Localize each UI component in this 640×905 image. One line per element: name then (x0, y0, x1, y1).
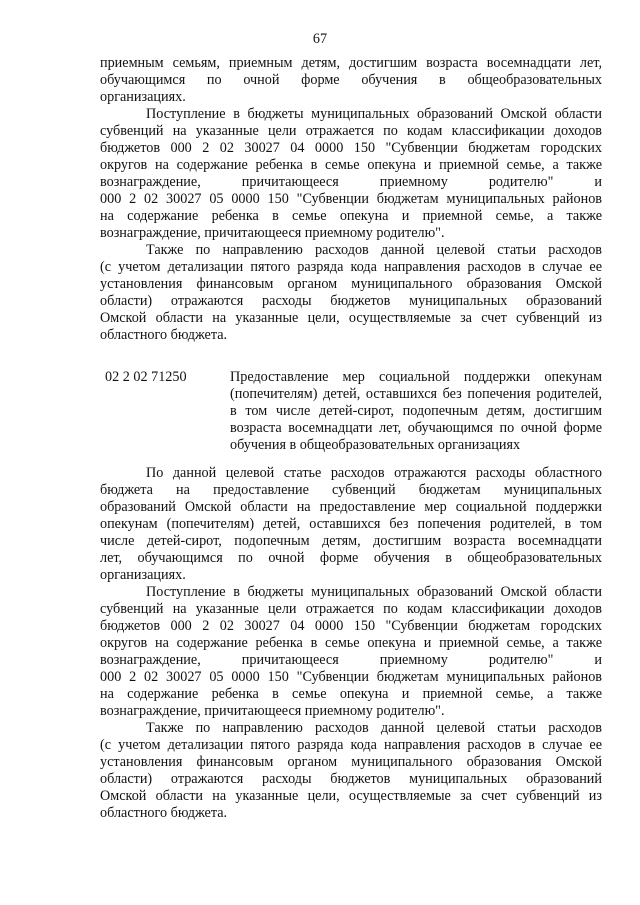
text-line: вознаграждение, причитающееся приемному родителю". (100, 225, 445, 241)
text-line: По данной целевой статье расходов отражаются расходы областного (146, 465, 602, 481)
text-line: приемным семьям, приемным детям, достигшим возраста восемнадцати лет, (100, 55, 602, 71)
text-line: Омской области на указанные цели, осуществляемые за счет субвенций из (100, 788, 602, 804)
page-number: 67 (312, 31, 328, 47)
text-line: субвенций на указанные цели отражается по кодам классификации доходов (100, 123, 602, 139)
text-line: числе детей-сирот, подопечным детям, достигшим возраста восемнадцати (100, 533, 602, 549)
text-line: в том числе детей-сирот, подопечным детям, достигшим (230, 403, 602, 419)
budget-code: 02 2 02 71250 (105, 369, 187, 385)
text-line: вознаграждение, причитающееся приемному родителю" и (100, 174, 602, 190)
text-line: организациях. (100, 567, 186, 583)
text-line: вознаграждение, причитающееся приемному родителю" и (100, 652, 602, 668)
text-line: вознаграждение, причитающееся приемному родителю". (100, 703, 445, 719)
text-line: 000 2 02 30027 05 0000 150 "Субвенции бюджетам муниципальных районов (100, 191, 602, 207)
text-line: Также по направлению расходов данной целевой статьи расходов (146, 720, 602, 736)
text-line: области) отражаются расходы бюджетов муниципальных образований (100, 293, 602, 309)
text-line: возраста восемнадцати лет, обучающимся по очной форме (230, 420, 602, 436)
text-line: области) отражаются расходы бюджетов муниципальных образований (100, 771, 602, 787)
text-line: установления финансовым органом муниципального образования Омской (100, 754, 602, 770)
text-block-1 (100, 55, 602, 344)
text-line: округов на содержание ребенка в семье опекуна и приемной семье, а также (100, 635, 602, 651)
text-line: бюджета на предоставление субвенций бюджетам муниципальных (100, 482, 602, 498)
text-line: обучающимся по очной форме обучения в общеобразовательных (100, 72, 602, 88)
text-line: опекунам (попечителям) детей, оставшихся без попечения родителей, в том (100, 516, 602, 532)
text-line: Предоставление мер социальной поддержки опекунам (230, 369, 602, 385)
text-line: (попечителям) детей, оставшихся без попечения родителей, (230, 386, 602, 402)
text-line: 000 2 02 30027 05 0000 150 "Субвенции бюджетам муниципальных районов (100, 669, 602, 685)
text-line: областного бюджета. (100, 805, 228, 821)
text-line: бюджетов 000 2 02 30027 04 0000 150 "Субвенции бюджетам городских (100, 140, 602, 156)
text-line: бюджетов 000 2 02 30027 04 0000 150 "Субвенции бюджетам городских (100, 618, 602, 634)
text-line: Поступление в бюджеты муниципальных образований Омской области (146, 584, 602, 600)
text-block-2 (100, 465, 602, 822)
text-line: Омской области на указанные цели, осуществляемые за счет субвенций из (100, 310, 602, 326)
text-line: округов на содержание ребенка в семье опекуна и приемной семье, а также (100, 157, 602, 173)
text-line: (с учетом детализации пятого разряда кода направления расходов в случае ее (100, 737, 602, 753)
text-line: областного бюджета. (100, 327, 228, 343)
text-line: Поступление в бюджеты муниципальных образований Омской области (146, 106, 602, 122)
text-line: установления финансовым органом муниципального образования Омской (100, 276, 602, 292)
text-line: на содержание ребенка в семье опекуна и приемной семье, а также (100, 208, 602, 224)
text-line: (с учетом детализации пятого разряда кода направления расходов в случае ее (100, 259, 602, 275)
code-description (230, 369, 602, 454)
text-line: образований Омской области на предоставление мер социальной поддержки (100, 499, 602, 515)
text-line: на содержание ребенка в семье опекуна и приемной семье, а также (100, 686, 602, 702)
text-line: лет, обучающимся по очной форме обучения в общеобразовательных (100, 550, 602, 566)
text-line: организациях. (100, 89, 186, 105)
text-line: Также по направлению расходов данной целевой статьи расходов (146, 242, 602, 258)
text-line: субвенций на указанные цели отражается по кодам классификации доходов (100, 601, 602, 617)
text-line: обучения в общеобразовательных организациях (230, 437, 521, 453)
